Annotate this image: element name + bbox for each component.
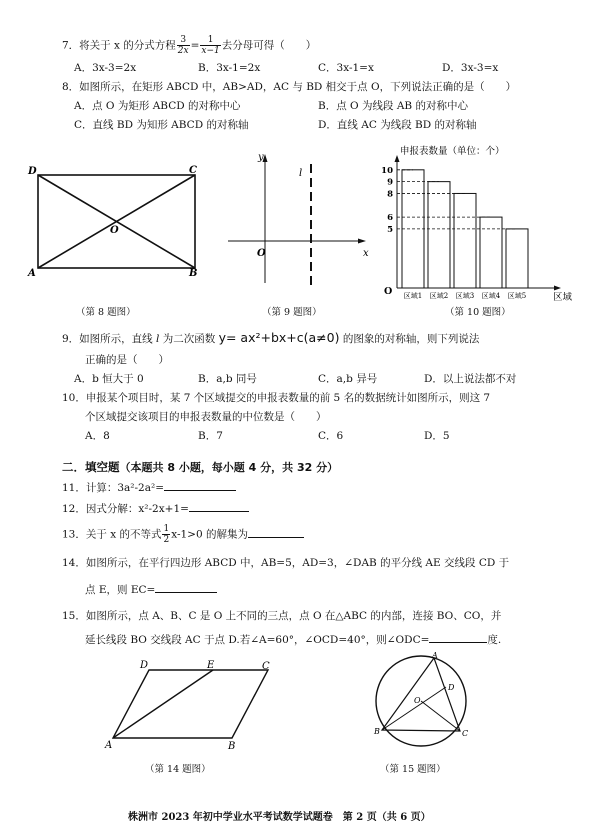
q7-fraction-2 — [200, 35, 220, 56]
y-tick-label-5: 5 — [387, 224, 393, 235]
q10-option-a: A．8 — [85, 430, 110, 442]
q13-stem-before: 13．关于 x 的不等式 — [62, 528, 162, 541]
q7-frac2-den: x−1 — [201, 46, 220, 56]
q10-stem-line1: 10．申报某个项目时，某 7 个区域提交的申报表数量的前 5 名的数据统计如图所示，则这 7 — [62, 392, 491, 404]
q14-stem-line1: 14．如图所示，在平行四边形 ABCD 中，AB=5，AD=3，∠DAB 的平分线 AE 交线段 CD 于 — [62, 557, 510, 569]
fig8-label-o: O — [110, 225, 119, 236]
bar-2 — [428, 182, 450, 288]
q14-stem-line2 — [85, 583, 217, 597]
fig9-label-y: y — [258, 152, 264, 163]
q7-option-a: A．3x-3=2x — [74, 62, 137, 74]
q11-answer-blank[interactable] — [164, 490, 236, 491]
q7-stem — [62, 35, 316, 56]
fig14-label-a: A — [105, 740, 113, 751]
section-2-subtitle: （本题共 8 小题，每小题 4 分，共 32 分） — [119, 461, 339, 474]
q9-option-d: D．以上说法都不对 — [424, 373, 517, 385]
fig15-caption: （第 15 题图） — [380, 764, 446, 775]
parallelogram-abcd — [113, 670, 268, 738]
triangle-abc — [382, 658, 460, 731]
q9-formula: y= ax²+bx+c(a≠0) — [218, 330, 340, 345]
chart-x-arrow — [554, 286, 561, 291]
fig15-label-c: C — [462, 729, 469, 738]
segment-ae — [113, 670, 213, 738]
bar-5 — [506, 229, 528, 288]
q13-frac-den: 2 — [163, 535, 170, 545]
fig14-label-e: E — [207, 660, 215, 671]
fig9-label-x: x — [363, 248, 369, 259]
q10-option-d: D．5 — [424, 430, 450, 442]
q7-frac1-den: 2x — [177, 46, 189, 56]
figure-10-chart — [370, 140, 585, 303]
figure-9 — [225, 148, 375, 288]
q9-stem — [62, 331, 479, 346]
x-tick-label-3: 区域3 — [455, 292, 475, 300]
q13-stem-after: x-1>0 的解集为 — [171, 528, 248, 541]
fig8-caption: （第 8 题图） — [76, 307, 136, 318]
q8-option-d: D．直线 AC 为线段 BD 的对称轴 — [318, 119, 477, 131]
q15-answer-blank[interactable] — [429, 642, 487, 643]
fig14-caption: （第 14 题图） — [145, 764, 211, 775]
x-tick-label-1: 区域1 — [403, 292, 423, 300]
segment-bd — [382, 687, 446, 730]
q9-option-b: B．a,b 同号 — [198, 373, 257, 385]
q12-stem-text: 12．因式分解：x²-2x+1= — [62, 503, 189, 515]
q11-stem-text: 11．计算：3a²-2a²= — [62, 482, 165, 494]
q14-answer-blank[interactable] — [155, 592, 217, 593]
q9-stem-line2: 正确的是（ ） — [85, 354, 169, 366]
fig14-label-c: C — [262, 661, 270, 672]
q11-stem — [62, 481, 236, 495]
fig15-label-o: O — [414, 696, 421, 705]
fig15-label-d: D — [448, 683, 455, 692]
figure-15 — [370, 650, 480, 750]
fig10-caption: （第 10 题图） — [445, 307, 511, 318]
fig9-caption: （第 9 题图） — [262, 307, 322, 318]
y-tick-label-8: 8 — [387, 189, 393, 200]
q13-frac-num: 1 — [163, 524, 170, 534]
q10-option-b: B．7 — [198, 430, 223, 442]
x-tick-label-4: 区域4 — [481, 292, 501, 300]
q15-stem-line2-end: 度. — [487, 634, 502, 646]
q13-fraction — [162, 524, 170, 545]
fig8-label-c: C — [189, 165, 197, 176]
q7-option-d: D．3x-3=x — [442, 62, 499, 74]
q8-option-a: A．点 O 为矩形 ABCD 的对称中心 — [74, 100, 241, 112]
q9-stem-part3: 的图象的对称轴，则下列说法 — [339, 333, 480, 345]
y-tick-label-9: 9 — [387, 177, 393, 188]
q15-stem-line1: 15．如图所示，点 A、B、C 是 O 上不同的三点，点 O 在△ABC 的内部，连接 BO、CO，并 — [62, 610, 502, 622]
fig9-label-o: O — [257, 248, 266, 259]
fig8-label-a: A — [28, 268, 36, 279]
q9-stem-part1: 9．如图所示，直线 — [62, 333, 157, 345]
q7-option-b: B．3x-1=2x — [198, 62, 261, 74]
q10-option-c: C．6 — [318, 430, 344, 442]
q10-stem-line2: 个区域提交该项目的申报表数量的中位数是（ ） — [85, 411, 327, 423]
chart-y-arrow — [395, 155, 400, 162]
q9-stem-part2: 为二次函数 — [159, 333, 219, 345]
q8-option-c: C．直线 BD 为知形 ABCD 的对称轴 — [74, 119, 249, 131]
q14-stem-line2-text: 点 E，则 EC= — [85, 584, 156, 596]
fig15-label-a: A — [432, 651, 438, 660]
bar-4 — [480, 217, 502, 288]
page-footer: 株洲市 2023 年初中学业水平考试数学试题卷 第 2 页（共 6 页） — [128, 812, 431, 823]
fig8-label-b: B — [189, 268, 198, 279]
q12-answer-blank[interactable] — [189, 511, 249, 512]
q7-stem-before: 7．将关于 x 的分式方程 — [62, 39, 176, 52]
fig15-label-b: B — [374, 727, 380, 736]
q8-stem: 8．如图所示，在矩形 ABCD 中，AB>AD，AC 与 BD 相交于点 O，下列说法正确的是（ ） — [62, 81, 517, 93]
q9-option-c: C．a,b 异号 — [318, 373, 378, 385]
q8-option-b: B．点 O 为线段 AB 的对称中心 — [318, 100, 468, 112]
q7-frac1-num: 3 — [177, 35, 190, 46]
q9-line-l: l — [156, 333, 160, 345]
q7-fraction-1 — [177, 35, 190, 56]
fig9-label-l: l — [299, 168, 303, 179]
fig9-x-arrow — [358, 239, 366, 244]
figure-8 — [25, 160, 205, 285]
chart-title: 申报表数量（单位：个） — [400, 146, 505, 157]
figure-14 — [100, 660, 280, 750]
q15-stem-line2-text: 延长线段 BO 交线段 AC 于点 D.若∠A=60°，∠OCD=40°，则∠ODC= — [85, 634, 430, 646]
q7-stem-after: 去分母可得（ ） — [221, 39, 317, 52]
fig14-label-b: B — [228, 741, 236, 752]
q13-stem — [62, 524, 304, 545]
y-tick-label-10: 10 — [381, 165, 393, 176]
q12-stem — [62, 502, 249, 516]
bar-3 — [454, 193, 476, 288]
q9-option-a: A．b 恒大于 0 — [74, 373, 144, 385]
chart-origin-label: O — [384, 286, 393, 297]
x-tick-label-2: 区域2 — [429, 292, 449, 300]
q13-answer-blank[interactable] — [248, 537, 304, 538]
q15-stem-line2 — [85, 633, 501, 647]
fig14-label-d: D — [140, 660, 149, 671]
section-2-heading — [62, 460, 338, 475]
section-2-title: 二．填空题 — [62, 460, 120, 474]
x-tick-label-5: 区域5 — [507, 292, 527, 300]
chart-x-label: 区域 — [553, 292, 573, 303]
q7-frac2-num: 1 — [200, 35, 220, 46]
fig8-label-d: D — [28, 166, 37, 177]
y-tick-label-6: 6 — [387, 213, 393, 224]
q7-option-c: C．3x-1=x — [318, 62, 374, 74]
q7-equals: = — [190, 39, 200, 52]
